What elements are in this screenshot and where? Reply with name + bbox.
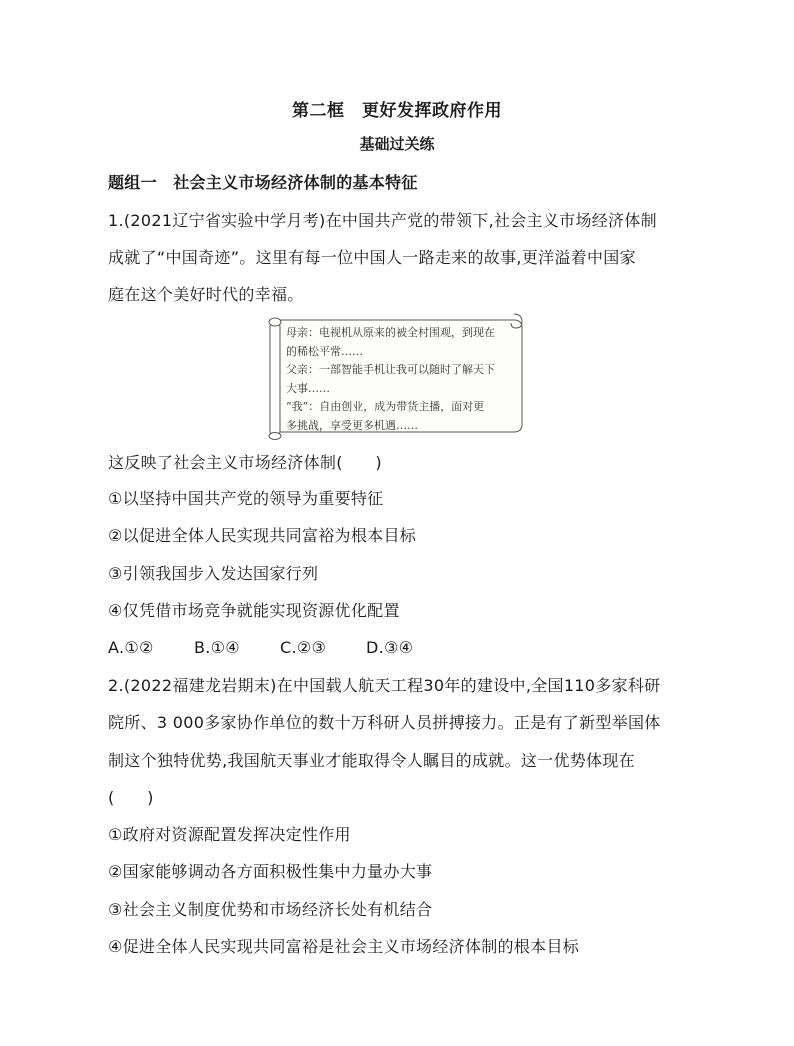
scroll-text-line: 父亲：一部智能手机让我可以随时了解天下	[286, 363, 495, 376]
scroll-text-line: “我”：自由创业，成为带货主播，面对更	[286, 400, 485, 413]
question-2-line-2: 院所、3 000多家协作单位的数十万科研人员拼搏接力。正是有了新型举国体	[108, 713, 661, 732]
question-1-option: ①以坚持中国共产党的领导为重要特征	[108, 489, 384, 508]
scroll-text-line: 大事……	[286, 381, 330, 395]
question-1-option: ③引领我国步入发达国家行列	[108, 564, 319, 583]
question-2-option: ②国家能够调动各方面积极性集中力量办大事	[108, 862, 433, 881]
section-title: 第二框 更好发挥政府作用	[292, 101, 502, 121]
question-1-line-3: 庭在这个美好时代的幸福。	[108, 285, 304, 304]
question-2-option: ③社会主义制度优势和市场经济长处有机结合	[108, 900, 433, 919]
scroll-text-line: 的稀松平常……	[286, 344, 363, 358]
choice-b[interactable]: B.①④	[194, 638, 240, 657]
question-1-stem: 这反映了社会主义市场经济体制( )	[108, 453, 382, 472]
question-2-option: ①政府对资源配置发挥决定性作用	[108, 825, 351, 844]
question-1-option: ②以促进全体人民实现共同富裕为根本目标	[108, 526, 417, 545]
question-1-line-2: 成就了“中国奇迹”。这里有每一位中国人一路走来的故事,更洋溢着中国家	[108, 248, 636, 267]
choice-c[interactable]: C.②③	[280, 638, 327, 657]
section-subtitle: 基础过关练	[359, 135, 435, 153]
question-2-line-1: 2.(2022福建龙岩期末)在中国载人航天工程30年的建设中,全国110多家科研	[108, 676, 661, 695]
question-2-answer-bracket: ( )	[108, 788, 154, 807]
question-group-heading: 题组一 社会主义市场经济体制的基本特征	[108, 173, 418, 192]
question-1-line-1: 1.(2021辽宁省实验中学月考)在中国共产党的带领下,社会主义市场经济体制	[108, 211, 657, 230]
scroll-text-line: 母亲：电视机从原来的被全村围观，到现在	[286, 326, 495, 339]
question-1-option: ④仅凭借市场竞争就能实现资源优化配置	[108, 601, 400, 620]
scroll-text-line: 多挑战，享受更多机遇……	[286, 418, 418, 432]
question-1-choices	[108, 638, 413, 658]
choice-d[interactable]: D.③④	[366, 638, 414, 657]
scroll-illustration	[264, 312, 526, 440]
question-2-option: ④促进全体人民实现共同富裕是社会主义市场经济体制的根本目标	[108, 937, 580, 956]
question-2-line-3: 制这个独特优势,我国航天事业才能取得令人瞩目的成就。这一优势体现在	[108, 751, 635, 770]
choice-a[interactable]: A.①②	[108, 638, 154, 657]
